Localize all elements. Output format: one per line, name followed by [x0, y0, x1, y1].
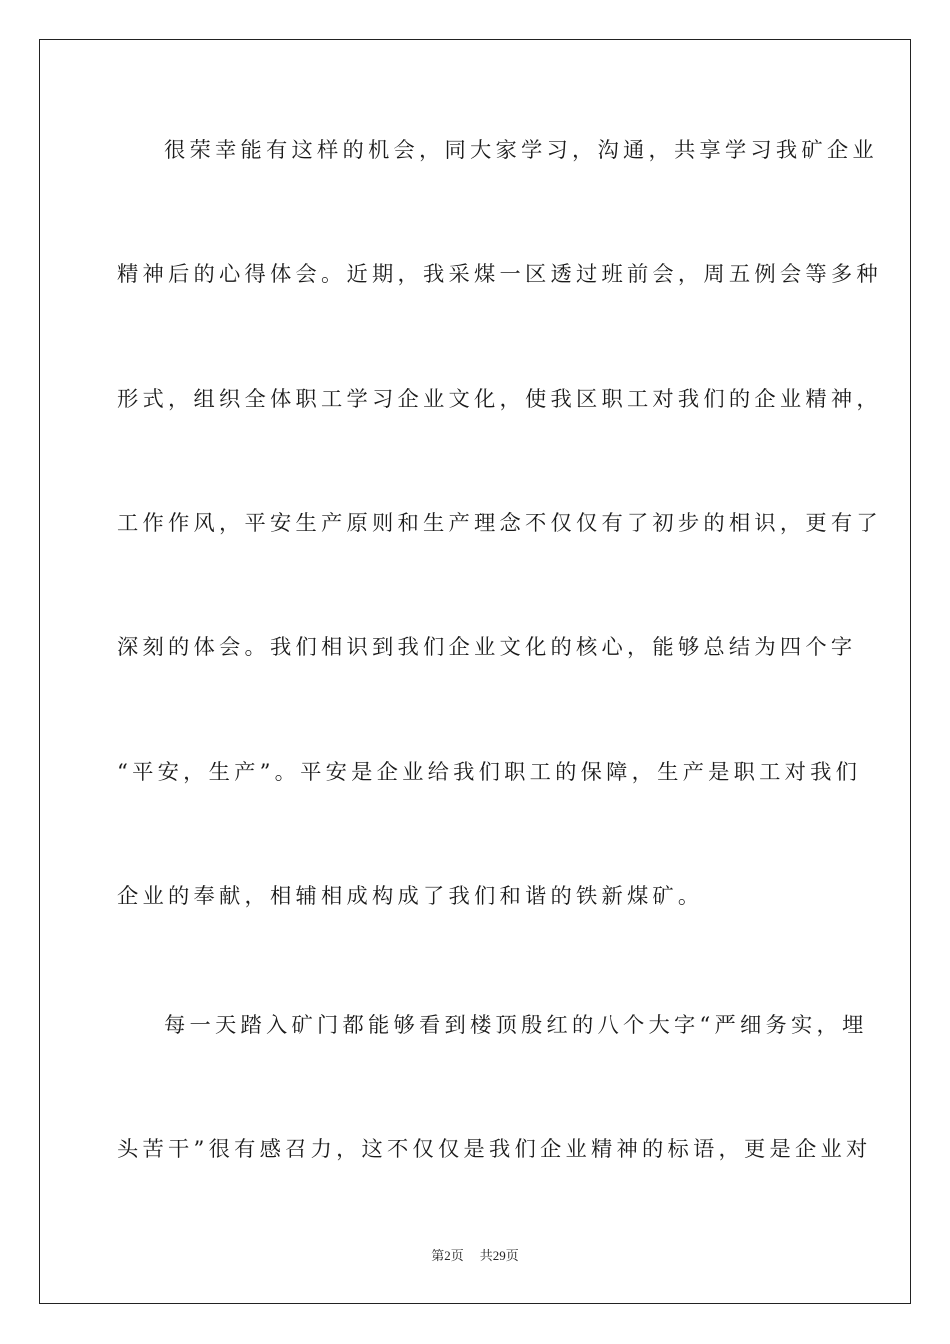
paragraph-2-line-1: 每一天踏入矿门都能够看到楼顶殷红的八个大字“严细务实，埋 [164, 1013, 868, 1038]
paragraph-1-line-2: 精神后的心得体会。近期，我采煤一区透过班前会，周五例会等多种 [117, 262, 882, 287]
page-footer [0, 1245, 950, 1264]
page-border [39, 39, 911, 1304]
paragraph-1-line-3: 形式，组织全体职工学习企业文化，使我区职工对我们的企业精神， [117, 387, 882, 412]
paragraph-1-line-6: “平安，生产”。平安是企业给我们职工的保障，生产是职工对我们 [117, 760, 862, 785]
paragraph-1-line-7: 企业的奉献，相辅相成构成了我们和谐的铁新煤矿。 [117, 884, 704, 909]
total-pages: 共29页 [479, 1248, 519, 1263]
paragraph-1-line-1: 很荣幸能有这样的机会，同大家学习，沟通，共享学习我矿企业 [164, 138, 878, 163]
paragraph-1-line-4: 工作作风，平安生产原则和生产理念不仅仅有了初步的相识，更有了 [117, 511, 882, 536]
paragraph-2-line-2: 头苦干”很有感召力，这不仅仅是我们企业精神的标语，更是企业对 [117, 1137, 872, 1162]
paragraph-1-line-5: 深刻的体会。我们相识到我们企业文化的核心，能够总结为四个字 [117, 635, 857, 660]
page-number: 第2页 [431, 1248, 464, 1263]
